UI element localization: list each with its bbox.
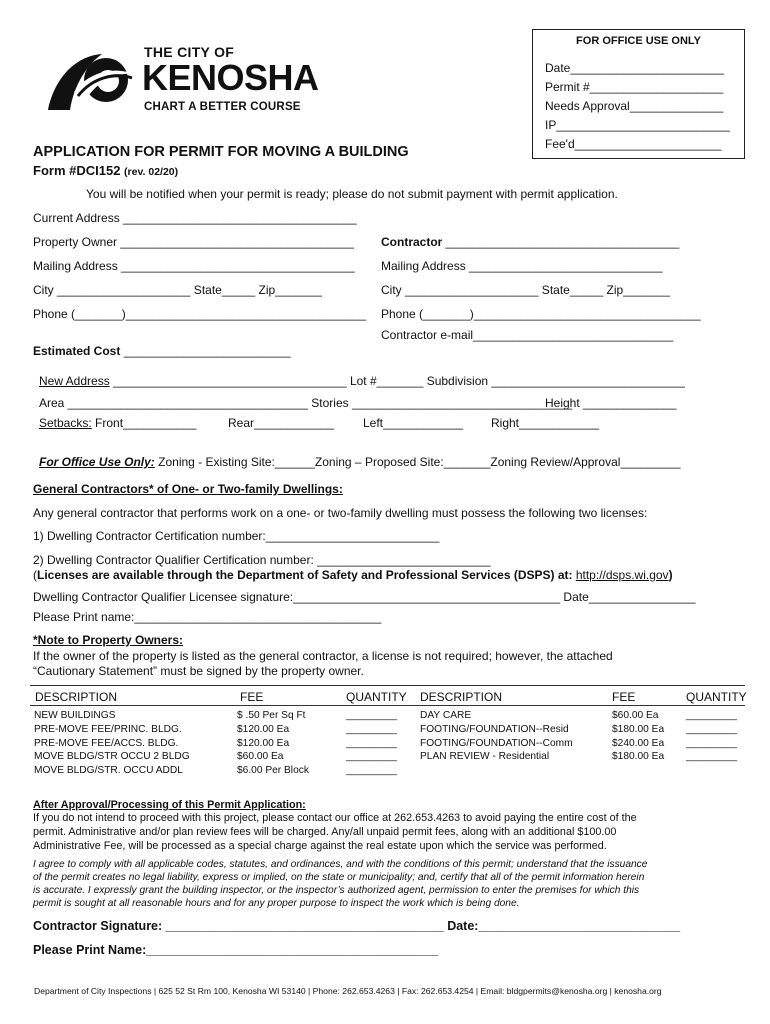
new-address-line: ___________________________________ Lot #_______ Subdivision _____________________________ xyxy=(109,374,685,388)
notice-text: You will be notified when your permit is ready; please do not submit payment with permit application. xyxy=(86,187,618,201)
note-line-2: “Cautionary Statement” must be signed by the property owner. xyxy=(33,664,364,678)
page-title: APPLICATION FOR PERMIT FOR MOVING A BUILDING xyxy=(33,144,409,160)
office-use-zoning-text: Zoning - Existing Site:______Zoning – Proposed Site:_______Zoning Review/Approval_________ xyxy=(154,455,681,469)
new-address-label: New Address xyxy=(39,374,110,388)
fee-amount: $120.00 Ea xyxy=(237,724,290,735)
fee-quantity-input[interactable]: _________ xyxy=(686,751,737,762)
office-needs-approval-field[interactable]: Needs Approval______________ xyxy=(545,99,724,113)
signature-print-name-field[interactable]: Please Print Name:__________________________________________ xyxy=(33,943,439,957)
licenses-info xyxy=(33,568,673,582)
licenses-paren-close: ) xyxy=(668,568,673,582)
height-field[interactable]: Height ______________ xyxy=(545,396,677,410)
fee-quantity-input[interactable]: _________ xyxy=(686,710,737,721)
fee-amount: $180.00 Ea xyxy=(612,724,665,735)
note-heading: *Note to Property Owners: xyxy=(33,633,184,647)
agreement-line-3: is accurate. I expressly grant the building inspector, or the inspector’s authorized agent, permission to enter the premises for which this xyxy=(33,885,640,896)
area-stories-field[interactable]: Area ____________________________________ Stories _________________________________ xyxy=(39,396,573,410)
fee-amount: $240.00 Ea xyxy=(612,738,665,749)
fee-header-quantity-right: QUANTITY xyxy=(686,690,747,704)
office-feed-field[interactable]: Fee'd______________________ xyxy=(545,137,722,151)
office-permit-field[interactable]: Permit #____________________ xyxy=(545,80,724,94)
setbacks-front: Front___________ xyxy=(91,416,197,430)
contractor-line: ___________________________________ xyxy=(442,235,680,249)
contractor-field[interactable] xyxy=(381,235,679,249)
contractor-city-state-zip-field[interactable]: City ____________________ State_____ Zip_______ xyxy=(381,283,670,297)
office-date-field[interactable]: Date_______________________ xyxy=(545,61,724,75)
contractor-certification-field[interactable]: 1) Dwelling Contractor Certification number:__________________________ xyxy=(33,529,440,543)
fee-quantity-input[interactable]: _________ xyxy=(346,724,397,735)
owner-mailing-address-field[interactable]: Mailing Address ___________________________________ xyxy=(33,259,355,273)
fee-table-top-border xyxy=(30,685,745,686)
qualifier-signature-field[interactable]: Dwelling Contractor Qualifier Licensee signature:________________________________________ Date________________ xyxy=(33,590,696,604)
office-ip-field[interactable]: IP__________________________ xyxy=(545,118,730,132)
contractors-intro: Any general contractor that performs work on a one- or two-family dwelling must possess the following two licenses: xyxy=(33,506,648,520)
setbacks-rear-field[interactable]: Rear____________ xyxy=(228,416,335,430)
contractor-label: Contractor xyxy=(381,235,443,249)
qualifier-certification-field[interactable]: 2) Dwelling Contractor Qualifier Certification number: __________________________ xyxy=(33,553,491,567)
dsps-link[interactable]: http://dsps.wi.gov xyxy=(575,568,669,582)
estimated-cost-label: Estimated Cost xyxy=(33,344,121,358)
fee-quantity-input[interactable]: _________ xyxy=(346,751,397,762)
fee-table-header-border xyxy=(30,705,745,706)
logo-city-of: THE CITY OF xyxy=(144,44,235,60)
form-number xyxy=(33,163,178,178)
page-footer: Department of City Inspections | 625 52 St Rm 100, Kenosha WI 53140 | Phone: 262.653.4263 | Fax: 262.653.4254 | Email: bldgpermits@kenosha.org | kenosha.org xyxy=(34,986,662,996)
fee-quantity-input[interactable]: _________ xyxy=(346,738,397,749)
fee-amount: $180.00 Ea xyxy=(612,751,665,762)
fee-row: NEW BUILDINGS xyxy=(34,710,116,721)
fee-amount: $60.00 Ea xyxy=(612,710,659,721)
fee-row: PLAN REVIEW - Residential xyxy=(420,751,550,762)
fee-amount: $60.00 Ea xyxy=(237,751,284,762)
office-use-box xyxy=(532,29,745,159)
fee-row: MOVE BLDG/STR OCCU 2 BLDG xyxy=(34,751,190,762)
fee-row: PRE-MOVE FEE/ACCS. BLDG. xyxy=(34,738,179,749)
approval-line-1: If you do not intend to proceed with this project, please contact our office at 262.653.4263 to avoid paying the entire cost of the xyxy=(33,812,637,824)
licenses-text: Licenses are available through the Department of Safety and Professional Services (DSPS) at: xyxy=(37,568,576,582)
estimated-cost-line: _________________________ xyxy=(120,344,291,358)
form-number-text: Form #DCI152 xyxy=(33,163,121,178)
office-use-label: For Office Use Only: xyxy=(39,455,155,469)
fee-row: FOOTING/FOUNDATION--Resid xyxy=(420,724,569,735)
form-revision: (rev. 02/20) xyxy=(124,166,179,178)
owner-phone-field[interactable]: Phone (_______)____________________________________ xyxy=(33,307,366,321)
kenosha-logo-icon xyxy=(44,48,140,114)
office-use-zoning-row[interactable] xyxy=(39,455,681,469)
fee-row: PRE-MOVE FEE/PRINC. BLDG. xyxy=(34,724,182,735)
fee-amount: $6.00 Per Block xyxy=(237,765,309,776)
contractor-signature-field[interactable]: Contractor Signature: ________________________________________ Date:_____________________________ xyxy=(33,919,681,933)
approval-line-2: permit. Administrative and/or plan review fees will be charged. Any/all unpaid permit fees, along with an additional $100.00 xyxy=(33,826,617,838)
setbacks-label: Setbacks: xyxy=(39,416,92,430)
fee-amount: $ .50 Per Sq Ft xyxy=(237,710,306,721)
office-use-title: FOR OFFICE USE ONLY xyxy=(576,35,701,47)
contractors-heading: General Contractors* of One- or Two-family Dwellings: xyxy=(33,482,343,496)
current-address-field[interactable]: Current Address ___________________________________ xyxy=(33,211,357,225)
note-line-1: If the owner of the property is listed as the general contractor, a license is not required; however, the attached xyxy=(33,649,613,663)
estimated-cost-field[interactable] xyxy=(33,344,291,358)
fee-row: MOVE BLDG/STR. OCCU ADDL xyxy=(34,765,183,776)
fee-header-quantity-left: QUANTITY xyxy=(346,690,407,704)
fee-quantity-input[interactable]: _________ xyxy=(346,710,397,721)
property-owner-field[interactable]: Property Owner ___________________________________ xyxy=(33,235,354,249)
fee-row: DAY CARE xyxy=(420,710,472,721)
contractor-print-name-field[interactable]: Please Print name:_____________________________________ xyxy=(33,610,382,624)
approval-heading: After Approval/Processing of this Permit Application: xyxy=(33,799,306,811)
agreement-line-4: permit is sought at all reasonable hours and for any proper purpose to inspect the work which is being done. xyxy=(33,898,520,909)
fee-row: FOOTING/FOUNDATION--Comm xyxy=(420,738,573,749)
setbacks-left-field[interactable]: Left____________ xyxy=(363,416,464,430)
agreement-line-1: I agree to comply with all applicable codes, statutes, and ordinances, and with the conditions of this permit; understand that the issuance xyxy=(33,859,648,870)
fee-header-fee-left: FEE xyxy=(240,690,264,704)
licenses-paren-open: ( xyxy=(33,568,37,582)
fee-header-description-right: DESCRIPTION xyxy=(420,690,503,704)
new-address-field[interactable] xyxy=(39,374,685,388)
setbacks-right-field[interactable]: Right____________ xyxy=(491,416,600,430)
fee-quantity-input[interactable]: _________ xyxy=(346,765,397,776)
contractor-mailing-address-field[interactable]: Mailing Address _____________________________ xyxy=(381,259,663,273)
contractor-phone-field[interactable]: Phone (_______)__________________________________ xyxy=(381,307,701,321)
fee-quantity-input[interactable]: _________ xyxy=(686,724,737,735)
logo-kenosha: KENOSHA xyxy=(142,57,319,98)
agreement-line-2: of the permit creates no legal liability, express or implied, on the state or municipality; and, certify that all of the permit information herein xyxy=(33,872,645,883)
fee-header-description-left: DESCRIPTION xyxy=(35,690,118,704)
contractor-email-field[interactable]: Contractor e-mail______________________________ xyxy=(381,328,674,342)
approval-line-3: Administrative Fee, will be processed as a special charge against the real estate upon which the service was performed. xyxy=(33,840,607,852)
fee-quantity-input[interactable]: _________ xyxy=(686,738,737,749)
logo-tagline: CHART A BETTER COURSE xyxy=(144,101,301,113)
owner-city-state-zip-field[interactable]: City ____________________ State_____ Zip_______ xyxy=(33,283,322,297)
fee-amount: $120.00 Ea xyxy=(237,738,290,749)
fee-header-fee-right: FEE xyxy=(612,690,636,704)
setbacks-front-field[interactable] xyxy=(39,416,196,430)
